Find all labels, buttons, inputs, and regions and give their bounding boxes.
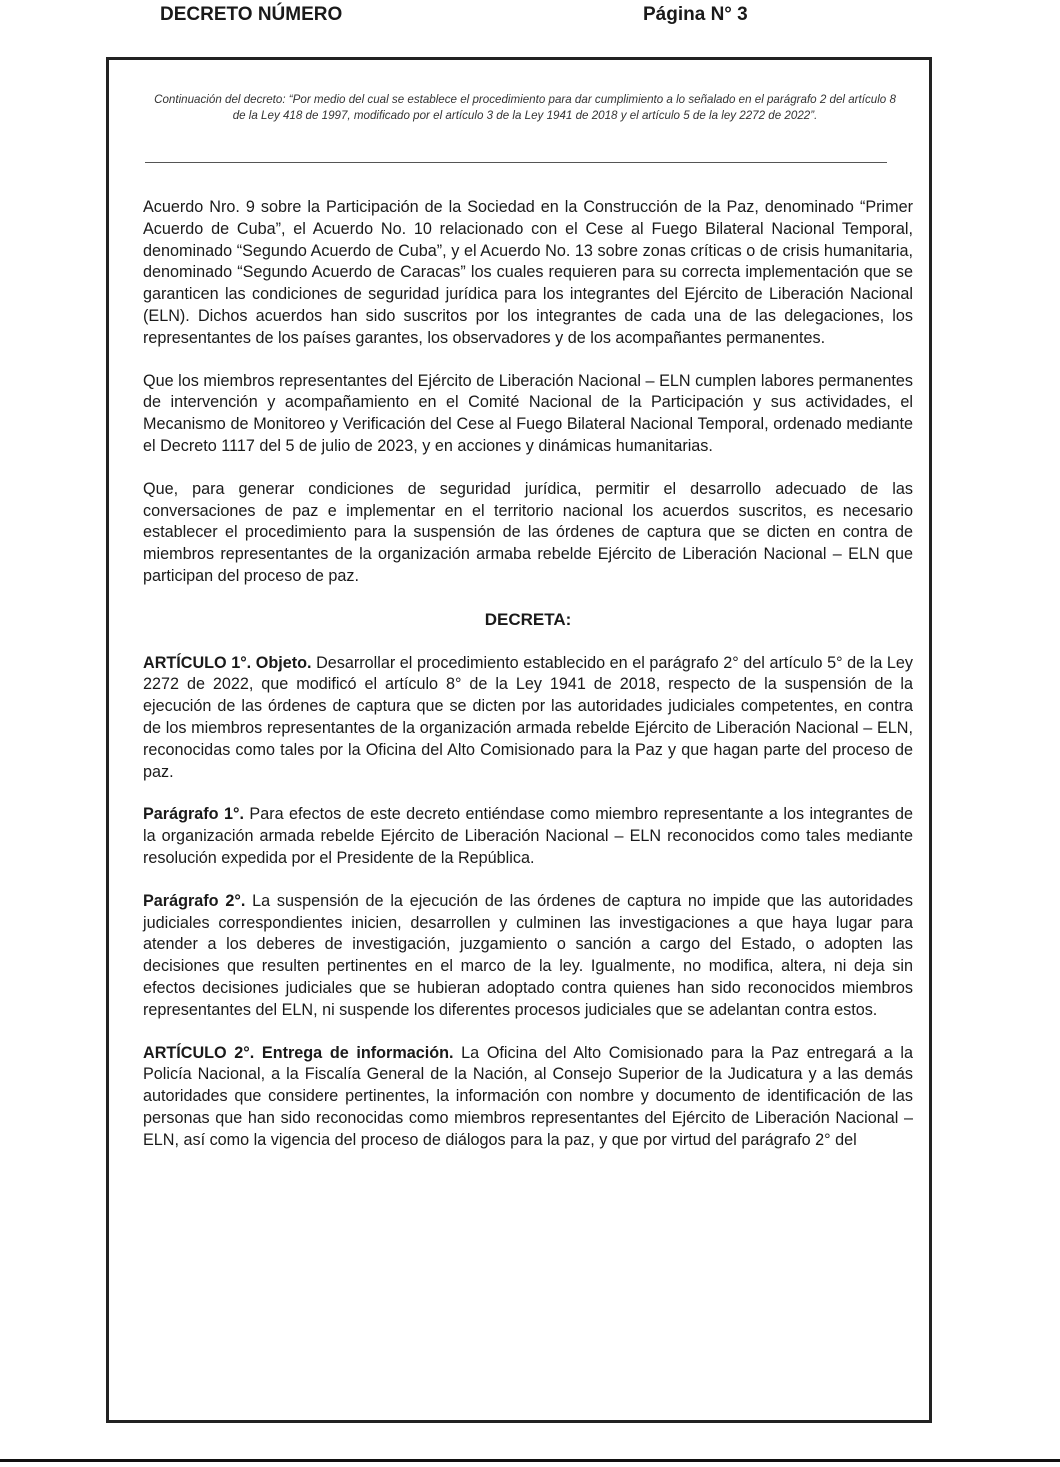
continuation-note: Continuación del decreto: “Por medio del cual se establece el procedimiento para dar cumplimiento a lo señalado en el parágrafo 2 del artículo 8 de la Ley 418 de 1997, modificado por el artículo 3 de la Ley 1941 de 2018 y el artículo 5 de la ley 2272 de 2022”. (154, 93, 896, 122)
article-2-heading: ARTÍCULO 2°. Entrega de información. (143, 1043, 454, 1062)
paragraph-agreements: Acuerdo Nro. 9 sobre la Participación de la Sociedad en la Construcción de la Paz, denominado “Primer Acuerdo de Cuba”, el Acuerdo No. 10 relacionado con el Cese al Fuego Bilateral Nacional Temporal, denominado “Segundo Acuerdo de Cuba”, y el Acuerdo No. 13 sobre zonas críticas o de crisis humanitaria, denominado “Segundo Acuerdo de Caracas” los cuales requieren para su correcta implementación que se garanticen las condiciones de seguridad jurídica para los integrantes del Ejército de Liberación Nacional (ELN). Dichos acuerdos han sido suscritos por los integrantes de cada una de las delegaciones, los representantes de los países garantes, los observadores y de los acompañantes permanentes. (143, 198, 913, 347)
article-2-text: La Oficina del Alto Comisionado para la Paz entregará a la Policía Nacional, a la Fiscalía General de la Nación, al Consejo Superior de la Judicatura y a las demás autoridades que considere pertinentes, la información con nombre y documento de identificación de las personas que han sido reconocidas como miembros representantes del Ejército de Liberación Nacional – ELN, así como la vigencia del proceso de diálogos para la paz, y que por virtud del parágrafo 2° del (143, 1043, 913, 1149)
page-header (0, 4, 1060, 30)
paragraph-1-heading: Parágrafo 1°. (143, 805, 244, 824)
paragraph-legal-security: Que, para generar condiciones de seguridad jurídica, permitir el desarrollo adecuado de las conversaciones de paz e implementar en el territorio nacional los acuerdos suscritos, es necesario establecer el procedimiento para la suspensión de las órdenes de captura que se dicten en contra de miembros representantes de la organización armaba rebelde Ejército de Liberación Nacional – ELN que participan del proceso de paz. (143, 479, 913, 585)
document-body (143, 197, 913, 1172)
article-1-heading: ARTÍCULO 1°. Objeto. (143, 653, 312, 672)
page-bottom-rule (0, 1459, 1060, 1462)
page-number: Página N° 3 (643, 4, 748, 25)
article-2 (143, 1043, 913, 1152)
paragraph-2-heading: Parágrafo 2°. (143, 891, 246, 910)
article-1-text: Desarrollar el procedimiento establecido en el parágrafo 2° del artículo 5° de la Ley 2272 de 2022, que modificó el artículo 8° de la Ley 1941 de 2018, respecto de la suspensión de la ejecución de las órdenes de captura que se dicten por las autoridades judiciales competentes, en contra de los miembros representantes de la organización armada rebelde Ejército de Liberación Nacional – ELN, reconocidas como tales por la Oficina del Alto Comisionado para la Paz y que hagan parte del proceso de paz. (143, 653, 913, 781)
paragraph-eln-members: Que los miembros representantes del Ejército de Liberación Nacional – ELN cumplen labores permanentes de intervención y acompañamiento en el Comité Nacional de la Participación y sus actividades, el Mecanismo de Monitoreo y Verificación del Cese al Fuego Bilateral Nacional Temporal, ordenado mediante el Decreto 1117 del 5 de julio de 2023, y en acciones y dinámicas humanitarias. (143, 371, 913, 455)
paragraph-2-text: La suspensión de la ejecución de las órdenes de captura no impide que las autoridades judiciales correspondientes inicien, desarrollen y culminen las investigaciones a que haya lugar para atender a los deberes de investigación, juzgamiento o sanción a cargo del Estado, o adopten las decisiones que resulten pertinentes en el marco de la ley. Igualmente, no modifica, altera, ni deja sin efectos decisiones judiciales que se hubieran adoptado contra quienes han sido reconocidos miembros representantes del ELN, ni suspende los diferentes procesos judiciales que se adelantan contra estos. (143, 891, 914, 1019)
separator-rule (145, 162, 887, 163)
paragraph-1-text: Para efectos de este decreto entiéndase como miembro representante a los integrantes de la organización armada rebelde Ejército de Liberación Nacional – ELN reconocidos como tales mediante resolución expedida por el Presidente de la República. (143, 805, 913, 867)
paragraph-1 (143, 804, 913, 869)
decree-number-label: DECRETO NÚMERO (160, 4, 343, 25)
decreta-heading: DECRETA: (484, 609, 572, 629)
paragraph-2 (143, 891, 913, 1022)
article-1 (143, 653, 913, 784)
